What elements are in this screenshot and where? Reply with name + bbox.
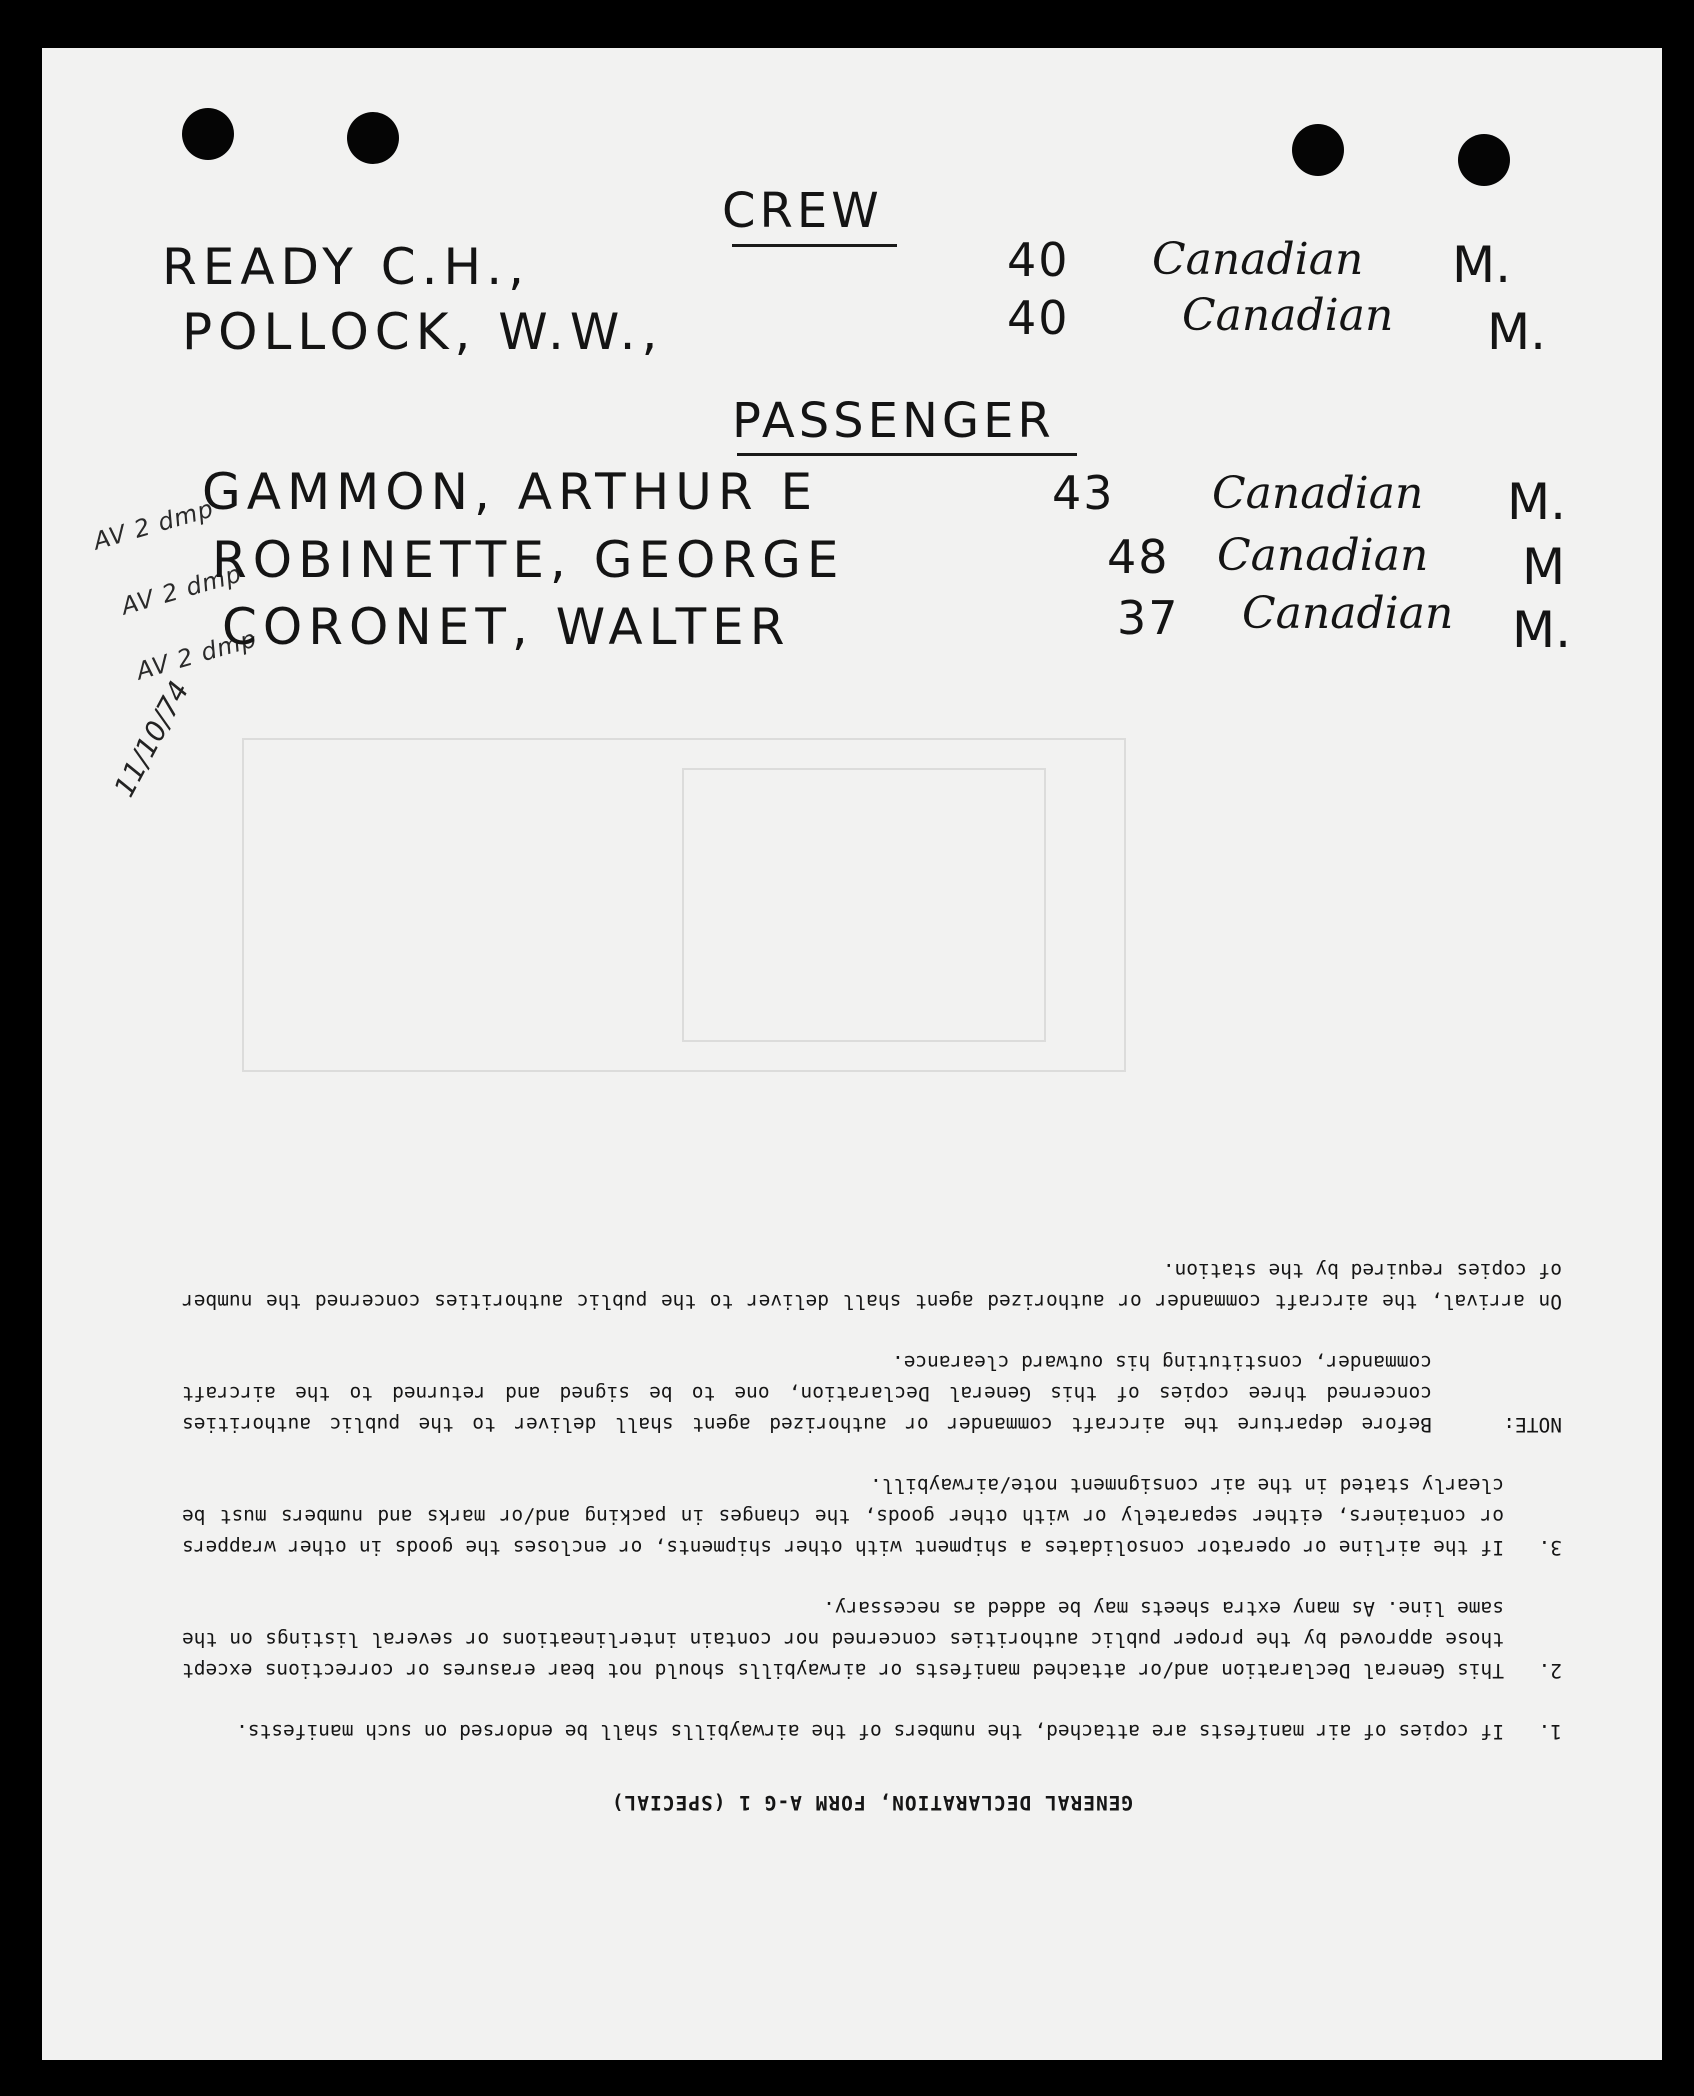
note-text: Before departure the aircraft commander or authorized agent shall deliver to the public authorities concerned three copies of this General Declaration, one to be signed and returned to the aircraft commander, constituting his outward clearance.	[182, 1351, 1432, 1436]
passenger-age: 48	[1107, 530, 1170, 584]
punch-hole	[182, 108, 234, 160]
punch-hole	[1458, 134, 1510, 186]
punch-hole	[347, 112, 399, 164]
crew-age: 40	[1007, 233, 1070, 287]
crew-nationality: Canadian	[1152, 234, 1364, 285]
item-text: This General Declaration and/or attached manifests or airwaybills should not bear erasures or corrections except those approved by the proper public authorities concerned nor contain interlineations or several listings on the same line. As many extra sheets may be added as necessary.	[182, 1597, 1504, 1682]
item-number: 3.	[1538, 1536, 1562, 1559]
instruction-item	[182, 1593, 1562, 1686]
date-note: 11/10/74	[107, 675, 196, 803]
crew-sex: M.	[1452, 236, 1512, 294]
passenger-heading: PASSENGER	[732, 393, 1055, 449]
ghost-table	[682, 768, 1046, 1042]
note-paragraph	[182, 1347, 1562, 1440]
arrival-text: On arrival, the aircraft commander or authorized agent shall deliver to the public authorities concerned the number of copies required by the station.	[182, 1259, 1562, 1313]
passenger-name: CORONET, WALTER	[222, 598, 791, 656]
item-number: 1.	[1538, 1720, 1562, 1743]
instructions-block	[182, 1048, 1562, 1818]
passenger-nationality: Canadian	[1217, 530, 1429, 581]
passenger-sex: M.	[1507, 473, 1567, 531]
passenger-nationality: Canadian	[1212, 468, 1424, 519]
punch-hole	[1292, 124, 1344, 176]
crew-heading: CREW	[722, 183, 883, 239]
margin-note: AV 2 dmp	[133, 624, 261, 686]
instruction-item	[182, 1716, 1562, 1747]
item-number: 2.	[1538, 1659, 1562, 1682]
form-title: GENERAL DECLARATION, FORM A-G 1 (SPECIAL)	[610, 1791, 1134, 1814]
passenger-sex: M.	[1512, 601, 1572, 659]
arrival-paragraph	[182, 1255, 1562, 1317]
passenger-name: GAMMON, ARTHUR E	[202, 463, 819, 521]
passenger-underline	[737, 453, 1077, 456]
crew-nationality: Canadian	[1182, 290, 1394, 341]
item-text: If the airline or operator consolidates a shipment with other shipments, or encloses the goods in other wrappers or containers, either separately or with other goods, the changes in packing and/or marks and numbers must be clearly stated in the air consignment note/airwaybill.	[182, 1474, 1504, 1559]
document-page	[42, 48, 1662, 2060]
instruction-item	[182, 1470, 1562, 1563]
crew-underline	[732, 244, 897, 247]
crew-name: POLLOCK, W.W.,	[182, 303, 664, 361]
margin-note: AV 2 dmp	[90, 494, 218, 556]
item-text: If copies of air manifests are attached, the numbers of the airwaybills shall be endorsed on such manifests.	[236, 1720, 1504, 1743]
note-label: NOTE:	[1503, 1413, 1562, 1436]
passenger-nationality: Canadian	[1242, 588, 1454, 639]
crew-name: READY C.H.,	[162, 238, 531, 296]
passenger-age: 43	[1052, 466, 1115, 520]
passenger-age: 37	[1117, 591, 1180, 645]
crew-sex: M.	[1487, 303, 1547, 361]
passenger-name: ROBINETTE, GEORGE	[212, 531, 845, 589]
margin-note: AV 2 dmp	[118, 559, 246, 621]
crew-age: 40	[1007, 291, 1070, 345]
passenger-sex: M	[1522, 538, 1566, 596]
